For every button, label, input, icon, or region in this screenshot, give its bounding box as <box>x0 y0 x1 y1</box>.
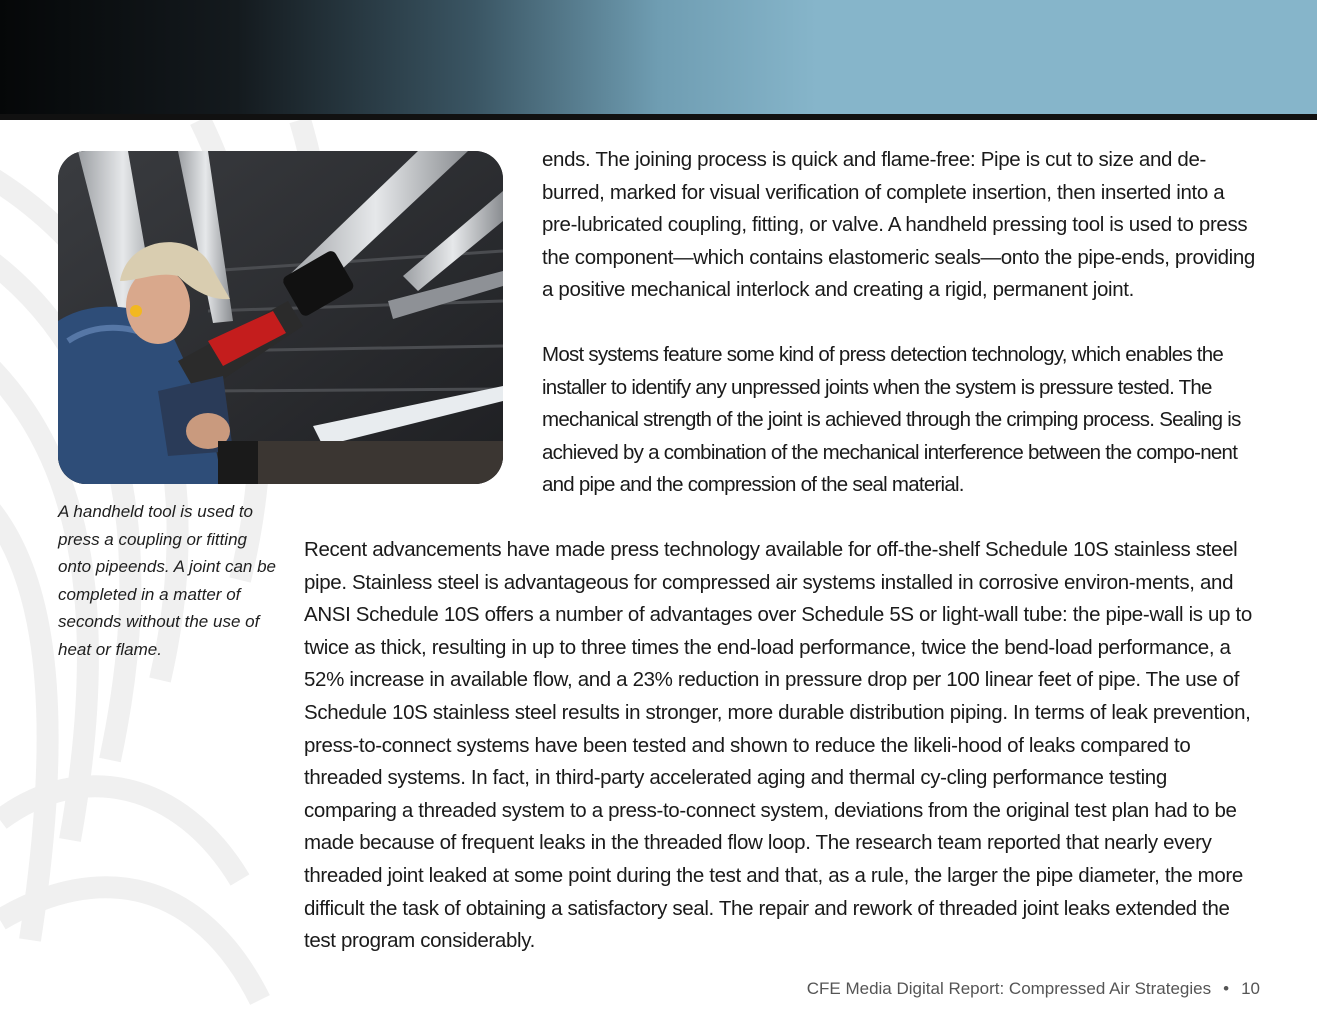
header-rule <box>0 114 1317 120</box>
footer-separator: • <box>1223 979 1230 998</box>
body-paragraph-3: Recent advancements have made press technology available for off-the-shelf Schedule 10S stainless steel pipe. Stainless steel is advantageous for compressed air systems installed in corrosive environ-ments, and ANSI Schedule 10S offers a number of advantages over Schedule 5S or light-wall tube: the pipe-wall is up to twice as thick, resulting in up to three times the end-load performance, twice the bend-load performance, a 52% increase in available flow, and a 23% reduction in pressure drop per 100 linear feet of pipe. The use of Schedule 10S stainless steel results in stronger, more durable distribution piping. In terms of leak prevention, press-to-connect systems have been tested and shown to reduce the likeli-hood of leaks compared to threaded systems. In fact, in third-party accelerated aging and thermal cy-cling performance testing comparing a threaded system to a press-to-connect system, deviations from the original test plan had to be made because of frequent leaks in the threaded flow loop. The research team reported that nearly every threaded joint leaked at some point during the test and that, as a rule, the larger the pipe diameter, the more difficult the task of obtaining a satisfactory seal. The repair and rework of threaded joint leaks extended the test program considerably. <box>304 538 1252 953</box>
body-paragraph-1: ends. The joining process is quick and flame-free: Pipe is cut to size and de-burred, marked for visual verification of complete insertion, then inserted into a pre-lubricated coupling, fitting, or valve. A handheld pressing tool is used to press the component—which contains elastomeric seals—onto the pipe-ends, providing a positive mechanical interlock and creating a rigid, permanent joint. <box>542 148 1255 302</box>
footer-page-number: 10 <box>1241 979 1260 998</box>
worker-pressing-pipe-photo-icon <box>58 151 503 484</box>
page-footer <box>700 979 1260 999</box>
photo-caption: A handheld tool is used to press a coupling or fitting onto pipeends. A joint can be completed in a matter of seconds without the use of heat or flame. <box>58 502 277 659</box>
body-paragraph-2: Most systems feature some kind of press detection technology, which enables the installer to identify any unpressed joints when the system is pressure tested. The mechanical strength of the joint is achieved through the crimping process. Sealing is achieved by a combination of the mechanical interference between the compo-nent and pipe and the compression of the seal material. <box>542 343 1241 497</box>
footer-report-title: CFE Media Digital Report: Compressed Air Strategies <box>806 979 1212 998</box>
header-band <box>0 0 1317 114</box>
worker-photo <box>58 151 503 484</box>
